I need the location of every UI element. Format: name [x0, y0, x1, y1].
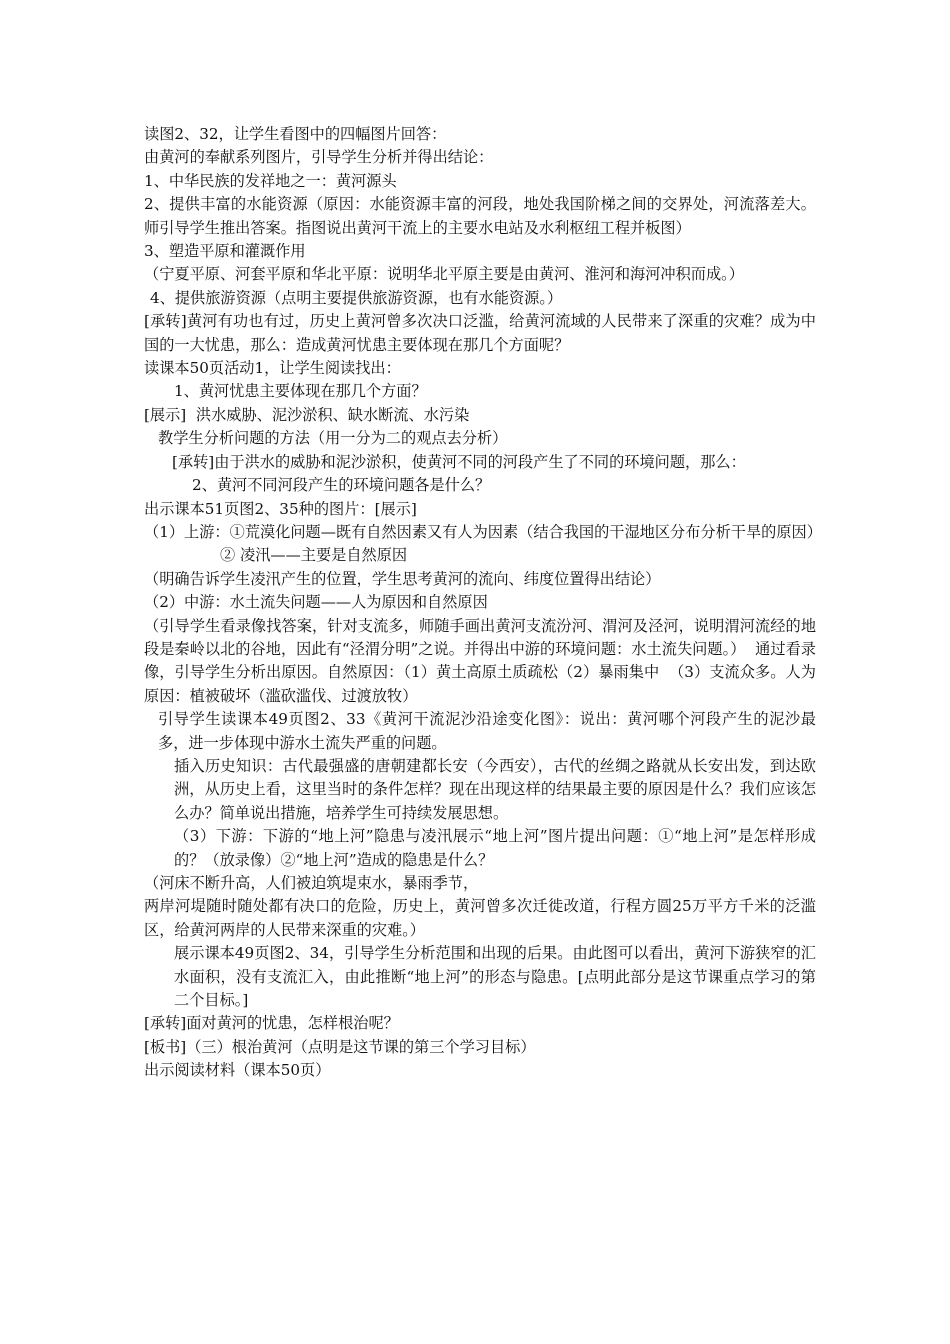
text-line: 由黄河的奉献系列图片，引导学生分析并得出结论：	[144, 148, 494, 167]
text-line: 4、提供旅游资源（点明主要提供旅游资源，也有水能资源。）	[150, 288, 563, 307]
text-line: 展示课本49页图2、34，引导学生分析范围和出现的后果。由此图可以看出，黄河下游狭窄的汇水面积，没有支流汇入，由此推断“地上河”的形态与隐患。[点明此部分是这节课重点学习的第二个目标。]	[174, 944, 816, 1010]
text-line: [展示] 洪水威胁、泥沙淤积、缺水断流、水污染	[144, 405, 470, 424]
text-line: 引导学生读课本49页图2、33《黄河干流泥沙沿途变化图》：说出：黄河哪个河段产生的泥沙最多，进一步体现中游水土流失严重的问题。	[158, 710, 816, 752]
text-line: 出示阅读材料（课本50页）	[144, 1061, 331, 1080]
text-line: 教学生分析问题的方法（用一分为二的观点去分析）	[158, 429, 508, 448]
text-line: （引导学生看录像找答案，针对支流多，师随手画出黄河支流汾河、渭河及泾河，说明渭河流经的地段是秦岭以北的谷地，因此有“泾渭分明”之说。并得出中游的环境问题：水土流失问题。） 通过看录像，引导学生分析出原因。自然原因：（1）黄土高原土质疏松（2）暴雨集中 （3）支流众多。人为原因：植被破坏（滥砍滥伐、过渡放牧）	[144, 616, 816, 705]
text-line: （2）中游：水土流失问题——人为原因和自然原因	[144, 593, 488, 612]
text-line: [承转]黄河有功也有过，历史上黄河曾多次决口泛滥，给黄河流域的人民带来了深重的灾难？成为中国的一大忧患，那么：造成黄河忧患主要体现在那几个方面呢？	[144, 312, 816, 354]
text-line: [承转]面对黄河的忧患，怎样根治呢？	[144, 1014, 399, 1033]
text-line: 读图2、32，让学生看图中的四幅图片回答：	[144, 125, 447, 143]
text-line: 读课本50页活动1，让学生阅读找出：	[144, 359, 401, 378]
text-line: 1、黄河忧患主要体现在那几个方面？	[174, 382, 427, 401]
text-line: （宁夏平原、河套平原和华北平原：说明华北平原主要是由黄河、淮河和海河冲积而成。）	[144, 265, 744, 284]
text-line: 1、中华民族的发祥地之一：黄河源头	[144, 171, 397, 190]
document-body	[144, 123, 822, 1083]
text-line: [承转]由于洪水的威胁和泥沙淤积，使黄河不同的河段产生了不同的环境问题，那么：	[172, 452, 746, 471]
text-line: 2、提供丰富的水能资源（原因：水能资源丰富的河段，地处我国阶梯之间的交界处，河流落差大。师引导学生推出答案。指图说出黄河干流上的主要水电站及水利枢纽工程并板图）	[144, 195, 816, 237]
text-line: 出示课本51页图2、35种的图片：[展示]	[144, 499, 417, 518]
text-line: （1）上游：①荒漠化问题—既有自然因素又有人为因素（结合我国的干湿地区分布分析干旱的原因）	[144, 522, 822, 541]
text-line: [板书]（三）根治黄河（点明是这节课的第三个学习目标）	[144, 1037, 536, 1056]
text-line: 3、塑造平原和灌溉作用	[144, 242, 306, 261]
text-line: ② 凌汛——主要是自然原因	[220, 546, 408, 565]
text-line: 插入历史知识：古代最强盛的唐朝建都长安（今西安），古代的丝绸之路就从长安出发，到达欧洲，从历史上看，这里当时的条件怎样？现在出现这样的结果最主要的原因是什么？我们应该怎么办？简单说出措施，培养学生可持续发展思想。	[174, 756, 816, 822]
text-line: （明确告诉学生凌汛产生的位置，学生思考黄河的流向、纬度位置得出结论）	[144, 569, 661, 588]
text-line: （河床不断升高，人们被迫筑堤束水，暴雨季节，	[144, 874, 479, 892]
text-line: 2、黄河不同河段产生的环境问题各是什么？	[192, 476, 491, 495]
text-line: （3）下游：下游的“地上河”隐患与凌汛展示“地上河”图片提出问题：①“地上河”是怎样形成的？（放录像）②“地上河”造成的隐患是什么？	[174, 827, 816, 869]
text-line: 两岸河堤随时随处都有决口的危险，历史上，黄河曾多次迁徙改道，行程方圆25万平方千米的泛滥区，给黄河两岸的人民带来深重的灾难。）	[144, 897, 816, 939]
